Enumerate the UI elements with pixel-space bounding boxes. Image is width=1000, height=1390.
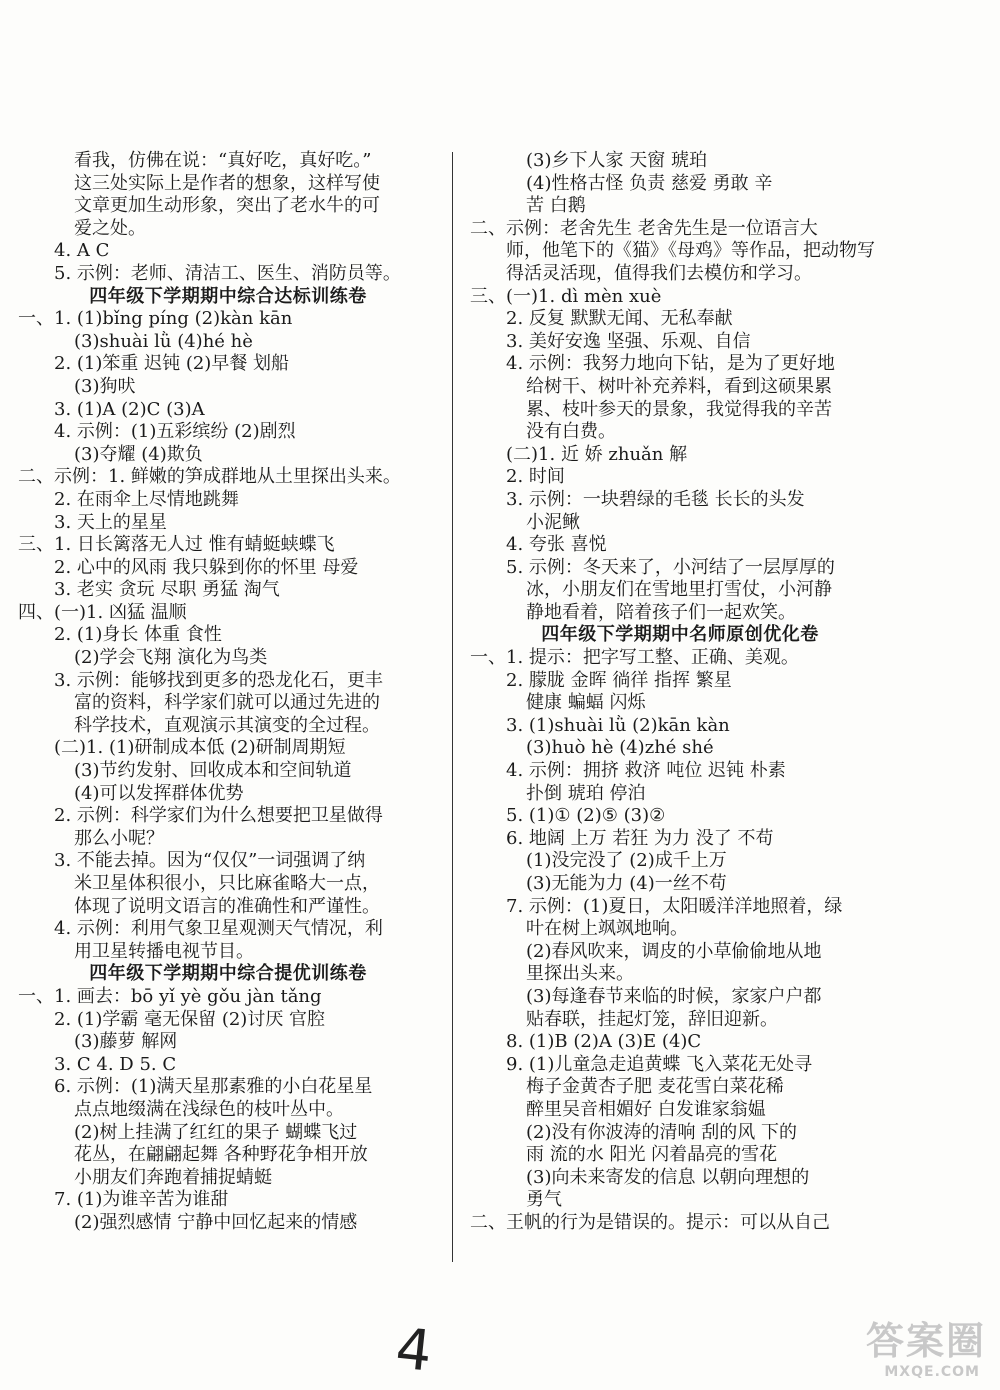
section-title: 四年级下学期期中综合达标训练卷 [89,285,367,307]
answer-line: 给树干、树叶补充养料，看到这硕果累 [526,375,832,397]
answer-line: 这三处实际上是作者的想象，这样写使 [74,172,380,194]
answer-line: 5. 示例：冬天来了，小河结了一层厚厚的 [506,556,835,578]
answer-line: 富的资料，科学家们就可以通过先进的 [74,692,380,714]
answer-line: 三、(一)1. dì mèn xuè [470,285,662,307]
answer-line: 3. 美好安逸 坚强、乐观、自信 [506,330,751,352]
answer-line: 梅子金黄杏子肥 麦花雪白菜花稀 [526,1076,784,1098]
right-column [470,150,890,1235]
answer-line: (3)藤萝 解网 [74,1031,178,1053]
watermark-url: MXQE.COM [884,1364,980,1380]
answer-line: (3)shuài lǜ (4)hé hè [74,330,253,352]
answer-line: 静地看着，陪着孩子们一起欢笑。 [526,601,796,623]
answer-line: (4)可以发挥群体优势 [74,782,244,804]
answer-line: 点点地缀满在浅绿色的枝叶丛中。 [74,1098,344,1120]
answer-line: (3)狗吠 [74,375,136,397]
answer-line: (3)huò hè (4)zhé shé [526,737,714,759]
answer-line: 7. (1)为谁辛苦为谁甜 [54,1189,229,1211]
answer-line: 3. 老实 贪玩 尽职 勇猛 淘气 [54,579,280,601]
answer-line: 9. (1)儿童急走追黄蝶 飞入菜花无处寻 [506,1053,813,1075]
answer-line: 5. (1)① (2)⑤ (3)② [506,805,666,827]
answer-line: 4. A C [54,240,110,262]
answer-line: 二、示例：老舍先生 老舍先生是一位语言大 [470,217,818,239]
section-title: 四年级下学期期中综合提优训练卷 [89,963,367,985]
answer-line: 2. 在雨伞上尽情地跳舞 [54,488,239,510]
answer-line: 二、王帆的行为是错误的。提示：可以从自己 [470,1211,830,1233]
answer-line: (3)节约发射、回收成本和空间轨道 [74,760,352,782]
answer-line: (2)树上挂满了红红的果子 蝴蝶飞过 [74,1121,358,1143]
answer-line: 4. 示例：利用气象卫星观测天气情况，利 [54,918,383,940]
answer-line: 里探出头来。 [526,963,634,985]
answer-line: 雨 流的水 阳光 闪着晶亮的雪花 [526,1144,778,1166]
answer-line: 三、1. 日长篱落无人过 惟有蜻蜓蛱蝶飞 [18,534,335,556]
answer-line: 看我，仿佛在说：“真好吃，真好吃。” [74,150,372,171]
answer-line: (3)乡下人家 天窗 琥珀 [526,150,707,171]
answer-line: 二、示例：1. 鲜嫩的笋成群地从土里探出头来。 [18,466,401,488]
answer-line: 3. 不能去掉。因为“仅仅”一词强调了纳 [54,850,366,872]
answer-line: 3. (1)shuài lǜ (2)kān kàn [506,714,730,736]
answer-line: 5. 示例：老师、清洁工、医生、消防员等。 [54,262,401,284]
answer-line: 用卫星转播电视节目。 [74,940,254,962]
answer-line: 3. 天上的星星 [54,511,167,533]
watermark-logo [836,1310,986,1380]
answer-line: 勇气 [526,1189,562,1211]
answer-line: (2)没有你波涛的清响 刮的风 下的 [526,1121,797,1143]
left-column [18,150,438,1235]
answer-line: 健康 蝙蝠 闪烁 [526,692,646,714]
answer-line: (2)春风吹来，调皮的小草偷偷地从地 [526,940,822,962]
answer-line: 没有白费。 [526,421,616,443]
answer-line: (2)强烈感情 宁静中回忆起来的情感 [74,1211,358,1233]
answer-line: (二)1. 近 娇 zhuǎn 解 [506,443,688,465]
answer-line: 3. C 4. D 5. C [54,1053,177,1075]
answer-line: 2. 示例：科学家们为什么想要把卫星做得 [54,805,383,827]
answer-line: 4. 示例：我努力地向下钻，是为了更好地 [506,353,835,375]
answer-line: 苦 白鹅 [526,195,586,217]
answer-line: (3)每逢春节来临的时候，家家户户都 [526,985,822,1007]
answer-line: 2. 心中的风雨 我只躲到你的怀里 母爱 [54,556,359,578]
answer-line: 4. 示例：拥挤 救济 吨位 迟钝 朴素 [506,760,786,782]
answer-line: (2)学会飞翔 演化为鸟类 [74,647,268,669]
answer-line: 爱之处。 [74,217,146,239]
answer-line: 2. (1)笨重 迟钝 (2)早餐 划船 [54,353,290,375]
answer-line: 醉里吴音相媚好 白发谁家翁媪 [526,1098,766,1120]
answer-line: 得活灵活现，值得我们去模仿和学习。 [506,262,812,284]
answer-line: 2. 时间 [506,466,565,488]
page-number: 4 [392,1316,435,1385]
answer-line: 8. (1)B (2)A (3)E (4)C [506,1031,702,1053]
answer-line: 四、(一)1. 凶猛 温顺 [18,601,187,623]
answer-line: 扑倒 琥珀 停泊 [526,782,646,804]
answer-line: 贴春联，挂起灯笼，辞旧迎新。 [526,1008,778,1030]
answer-line: (3)向未来寄发的信息 以朝向理想的 [526,1166,810,1188]
answer-line: 一、1. (1)bǐng píng (2)kàn kān [18,308,293,330]
answer-line: (3)夺耀 (4)欺负 [74,443,203,465]
answer-line: 一、1. 画去：bō yǐ yè gǒu jàn tǎng [18,985,322,1007]
answer-line: 体现了说明文语言的准确性和严谨性。 [74,895,380,917]
answer-line: 科学技术，直观演示其演变的全过程。 [74,714,380,736]
answer-line: 师，他笔下的《猫》《母鸡》等作品，把动物写 [506,240,875,262]
answer-line: 4. 示例：(1)五彩缤纷 (2)剧烈 [54,421,296,443]
answer-line: 6. 示例：(1)满天星那素雅的小白花星星 [54,1076,373,1098]
answer-line: 2. 朦胧 金晖 徜徉 指挥 繁星 [506,669,732,691]
answer-line: 7. 示例：(1)夏日，太阳暖洋洋地照着，绿 [506,895,843,917]
answer-line: 3. (1)A (2)C (3)A [54,398,205,420]
answer-line: 一、1. 提示：把字写工整、正确、美观。 [470,647,799,669]
answer-line: 小泥鳅 [526,511,580,533]
answer-line: 花丛，在翩翩起舞 各种野花争相开放 [74,1144,368,1166]
answer-line: 累、枝叶参天的景象，我觉得我的辛苦 [526,398,832,420]
answer-line: 3. 示例：能够找到更多的恐龙化石，更丰 [54,669,383,691]
answer-line: 米卫星体积很小，只比麻雀略大一点， [74,873,380,894]
answer-line: (4)性格古怪 负责 慈爱 勇敢 辛 [526,172,773,194]
answer-line: 文章更加生动形象，突出了老水牛的可 [74,195,380,217]
answer-line: (二)1. (1)研制成本低 (2)研制周期短 [54,737,346,759]
answer-line: 2. (1)学霸 毫无保留 (2)讨厌 官腔 [54,1008,326,1030]
answer-line: 2. (1)身长 体重 食性 [54,624,222,646]
answer-line: 2. 反复 默默无闻、无私奉献 [506,308,733,330]
answer-line: 冰，小朋友们在雪地里打雪仗，小河静 [526,579,832,601]
answer-line: 小朋友们奔跑着捕捉蜻蜓 [74,1166,272,1188]
answer-line: 叶在树上飒飒地响。 [526,918,688,940]
answer-line: 4. 夸张 喜悦 [506,534,607,556]
answer-line: (3)无能为力 (4)一丝不苟 [526,873,727,894]
section-title: 四年级下学期期中名师原创优化卷 [541,624,819,646]
answer-line: 6. 地阔 上万 若狂 为力 没了 不苟 [506,827,774,849]
answer-line: 3. 示例：一块碧绿的毛毯 长长的头发 [506,488,805,510]
answer-line: 那么小呢？ [74,827,164,849]
column-divider [452,152,453,1262]
answer-line: (1)没完没了 (2)成千上万 [526,850,727,872]
watermark-text: 答案圈 [865,1319,986,1363]
